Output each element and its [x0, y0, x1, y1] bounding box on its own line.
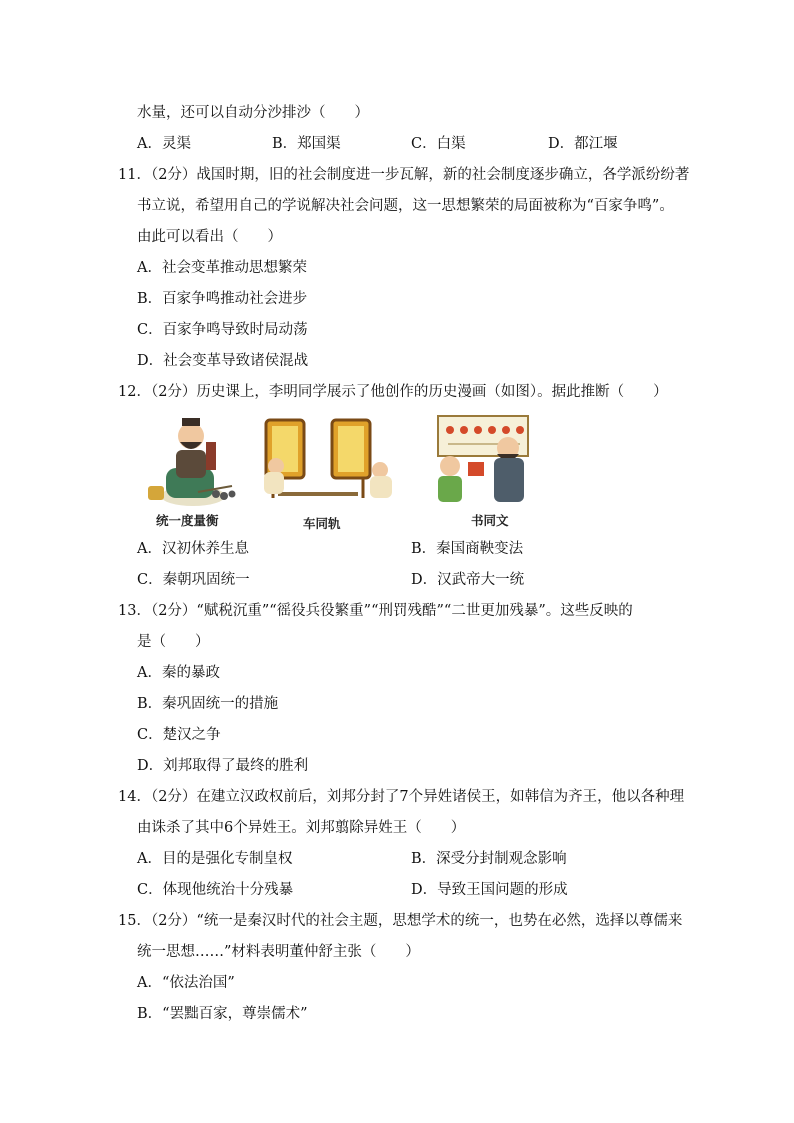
caption-measures: 统一度量衡 — [156, 513, 219, 528]
q13-option-a[interactable]: A．秦的暴政 — [137, 665, 220, 681]
q15-stem-line1: 15．（2分）“统一是秦汉时代的社会主题，思想学术的统一，也势在必然，选择以尊儒来 — [118, 913, 683, 929]
q12-option-b[interactable]: B．秦国商鞅变法 — [411, 541, 524, 557]
q12-option-d[interactable]: D．汉武帝大一统 — [411, 572, 525, 588]
q11-stem-line1: 11．（2分）战国时期，旧的社会制度进一步瓦解，新的社会制度逐步确立，各学派纷纷著 — [118, 167, 690, 183]
q10-stem-cont: 水量，还可以自动分沙排沙（ ） — [137, 105, 369, 121]
panel-script — [438, 416, 528, 502]
q13-option-d[interactable]: D．刘邦取得了最终的胜利 — [137, 758, 309, 774]
panel-axles — [264, 420, 392, 498]
caption-script: 书同文 — [471, 513, 509, 528]
q11-stem-line3: 由此可以看出（ ） — [137, 229, 282, 245]
q14-stem-line2: 由诛杀了其中6个异姓王。刘邦翦除异姓王（ ） — [137, 820, 466, 836]
q14-option-b[interactable]: B．深受分封制观念影响 — [411, 851, 567, 867]
q10-option-c[interactable]: C．白渠 — [411, 136, 466, 152]
q13-option-b[interactable]: B．秦巩固统一的措施 — [137, 696, 279, 712]
q11-stem-line2: 书立说，希望用自己的学说解决社会问题，这一思想繁荣的局面被称为“百家争鸣”。 — [137, 198, 674, 214]
caption-axles: 车同轨 — [303, 516, 341, 531]
q12-option-c[interactable]: C．秦朝巩固统一 — [137, 572, 250, 588]
q10-option-d[interactable]: D．都江堰 — [548, 136, 618, 152]
q14-option-a[interactable]: A．目的是强化专制皇权 — [137, 851, 293, 867]
panel-measures — [148, 418, 236, 506]
history-comic-illustration — [148, 408, 548, 533]
q11-option-d[interactable]: D．社会变革导致诸侯混战 — [137, 353, 309, 369]
q15-option-b[interactable]: B．“罢黜百家，尊崇儒术” — [137, 1006, 308, 1022]
q13-option-c[interactable]: C．楚汉之争 — [137, 727, 221, 743]
q11-option-a[interactable]: A．社会变革推动思想繁荣 — [137, 260, 307, 276]
q13-stem-line2: 是（ ） — [137, 634, 210, 650]
q11-option-b[interactable]: B．百家争鸣推动社会进步 — [137, 291, 308, 307]
q15-option-a[interactable]: A．“依法治国” — [137, 975, 235, 991]
q10-option-b[interactable]: B．郑国渠 — [272, 136, 341, 152]
q14-option-c[interactable]: C．体现他统治十分残暴 — [137, 882, 294, 898]
q12-stem-line1: 12．（2分）历史课上，李明同学展示了他创作的历史漫画（如图）。据此推断（ ） — [118, 384, 668, 400]
q15-stem-line2: 统一思想……”材料表明董仲舒主张（ ） — [137, 944, 420, 960]
q13-stem-line1: 13．（2分）“赋税沉重”“徭役兵役繁重”“刑罚残酷”“二世更加残暴”。这些反映的 — [118, 603, 633, 619]
q14-option-d[interactable]: D．导致王国问题的形成 — [411, 882, 568, 898]
q14-stem-line1: 14．（2分）在建立汉政权前后，刘邦分封了7个异姓诸侯王，如韩信为齐王，他以各种理 — [118, 789, 685, 805]
q11-option-c[interactable]: C．百家争鸣导致时局动荡 — [137, 322, 308, 338]
q12-option-a[interactable]: A．汉初休养生息 — [137, 541, 249, 557]
q10-option-a[interactable]: A．灵渠 — [137, 136, 191, 152]
